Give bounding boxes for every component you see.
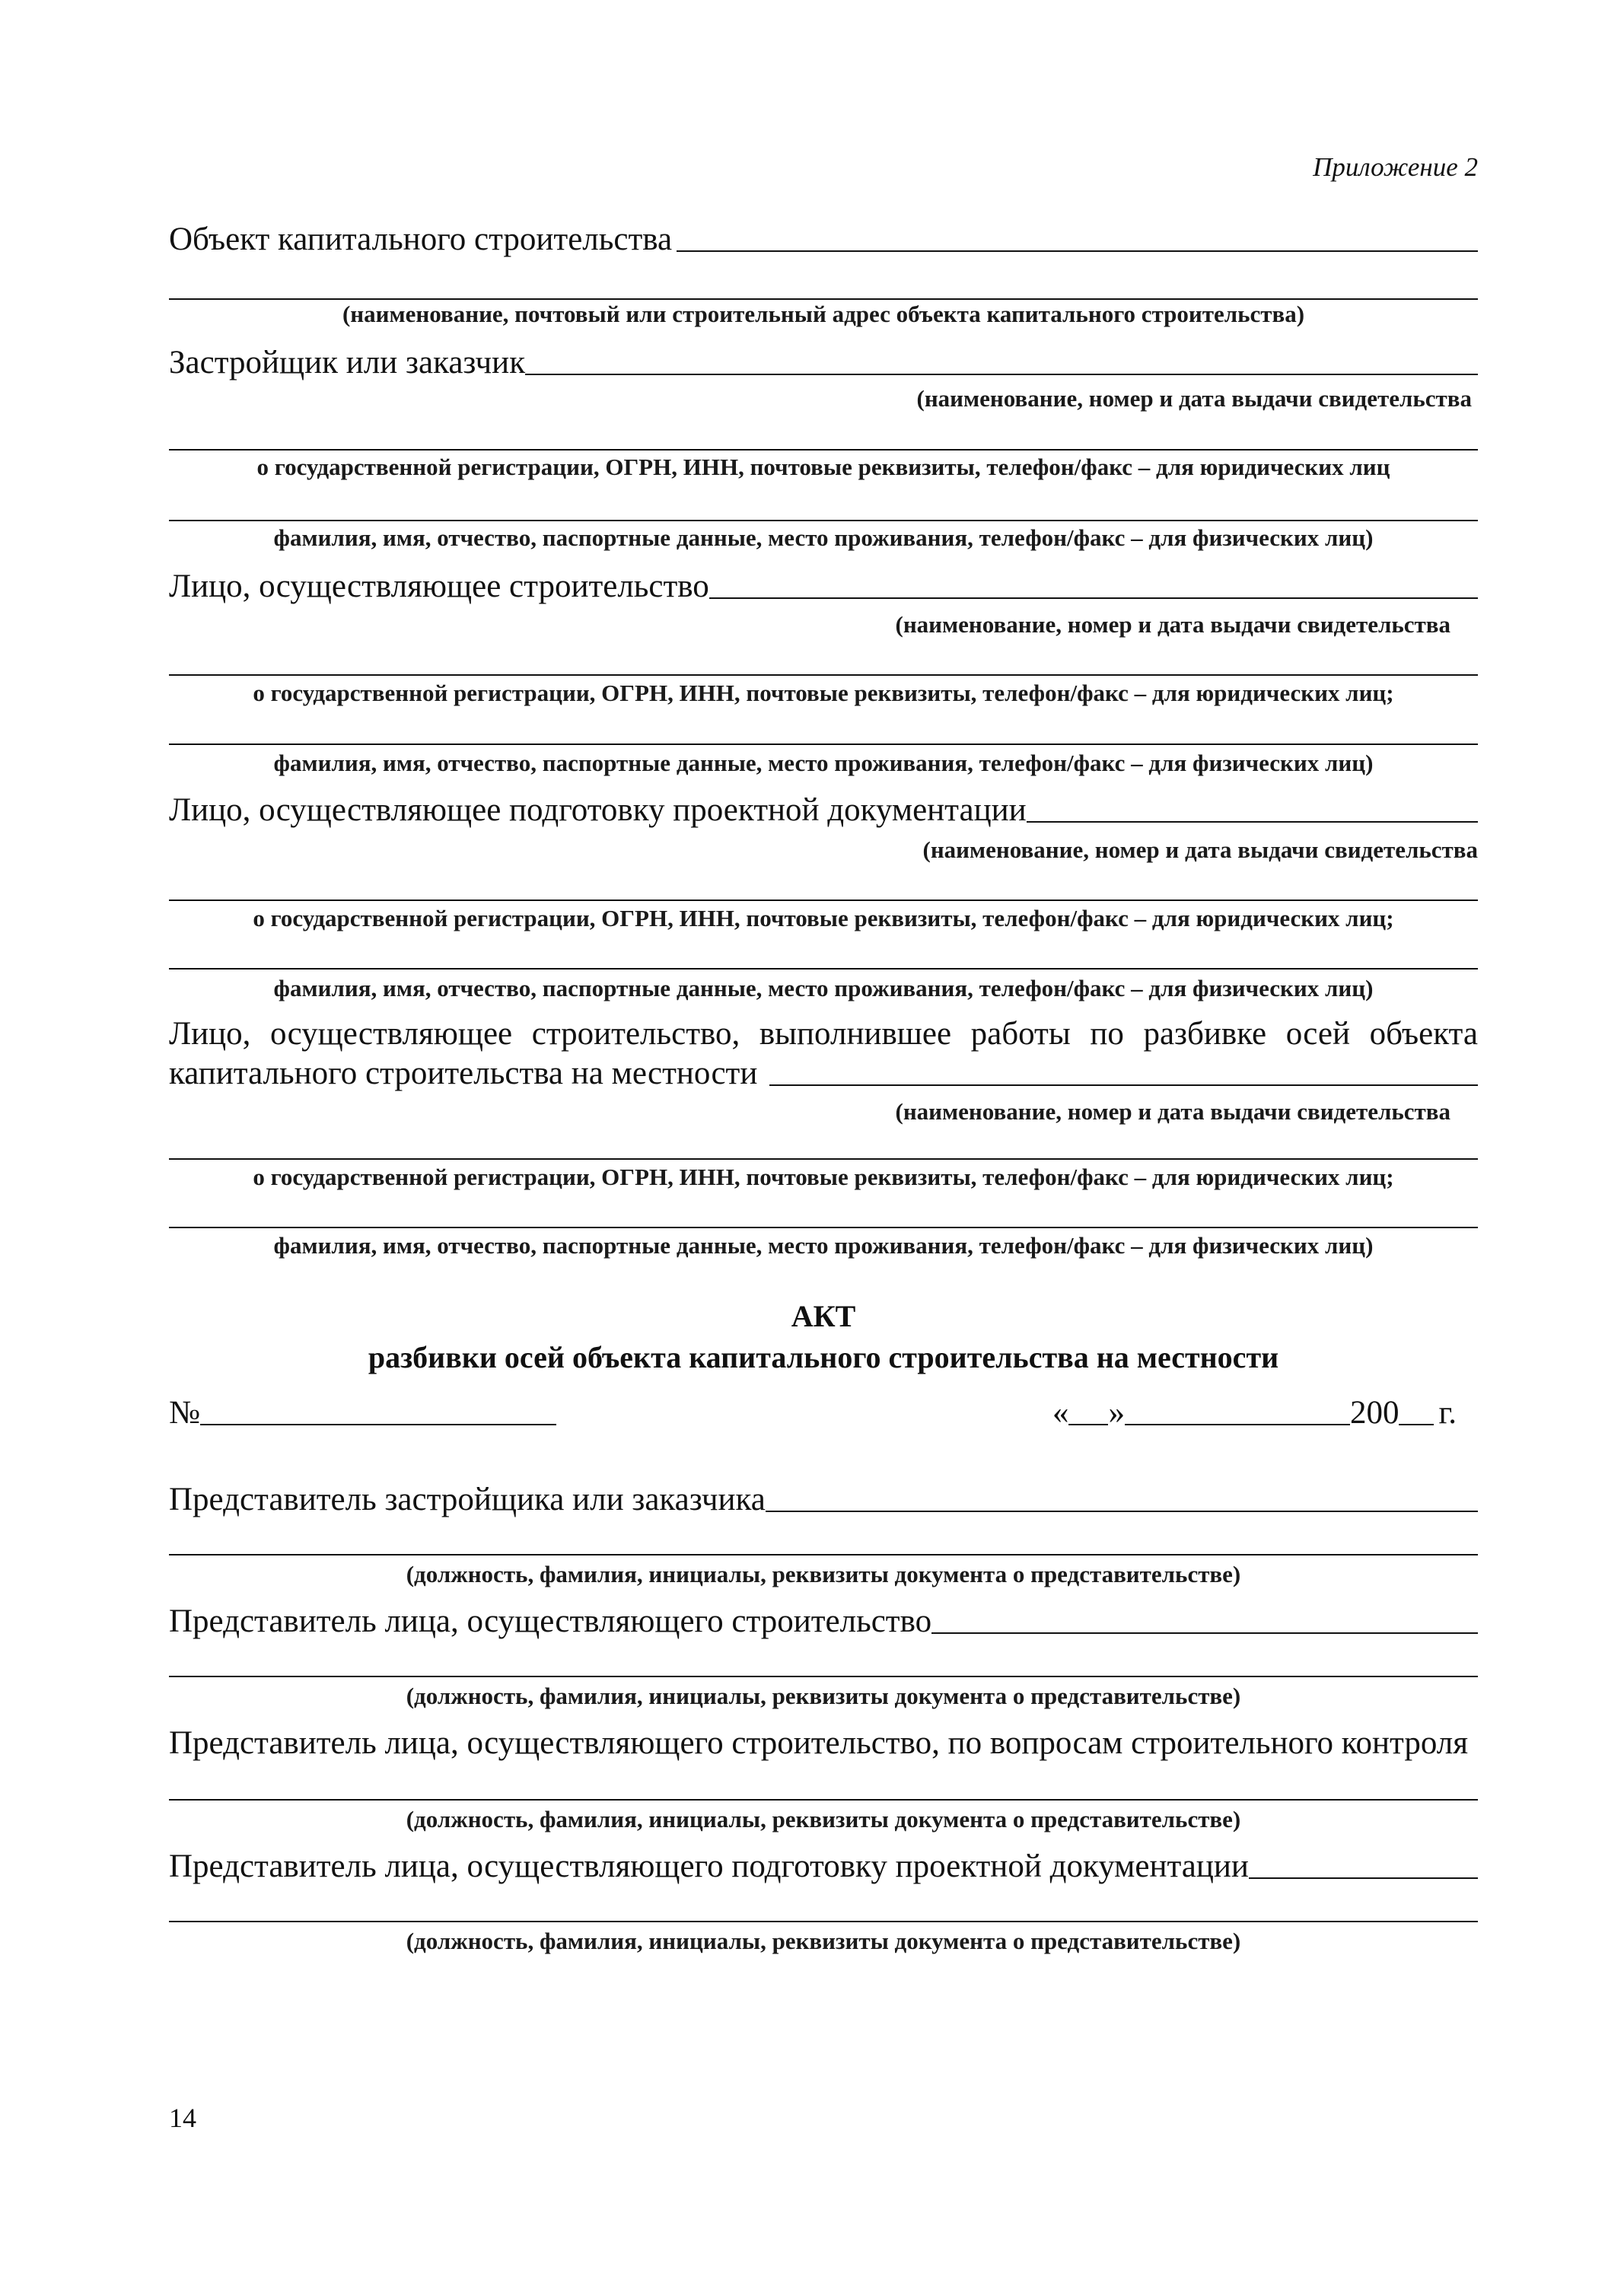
developer-label: Застройщик или заказчик [169,345,526,380]
designer-caption-2: о государственной регистрации, ОГРН, ИНН, почтовые реквизиты, телефон/факс – для юридических лиц; [253,905,1394,931]
representative-caption: (должность, фамилия, инициалы, реквизиты документа о представительстве) [406,1683,1241,1709]
staking-word: по [1090,1016,1124,1052]
staking-field-line-3[interactable] [169,1227,1478,1228]
staking-word: осуществляющее [270,1016,513,1052]
staking-word: строительство, [531,1016,740,1052]
developer-field-line-2[interactable] [169,449,1478,451]
designer-field-line-3[interactable] [169,968,1478,970]
page-number: 14 [169,2103,196,2133]
developer-field[interactable] [525,374,1478,375]
object-label: Объект капитального строительства [169,221,673,257]
representative-label: Представитель лица, осуществляющего строительство, по вопросам строительного контроля [169,1725,1469,1761]
builder-field-line-3[interactable] [169,743,1478,745]
staking-caption-1: (наименование, номер и дата выдачи свидетельства [895,1098,1450,1125]
act-number-field[interactable] [200,1424,556,1425]
designer-caption-1: (наименование, номер и дата выдачи свидетельства [922,836,1478,863]
number-sign: № [169,1395,201,1431]
developer-field-line-3[interactable] [169,520,1478,521]
staking-caption-2: о государственной регистрации, ОГРН, ИНН, почтовые реквизиты, телефон/факс – для юридических лиц; [253,1164,1394,1190]
designer-field-line-2[interactable] [169,900,1478,901]
appendix-label: Приложение 2 [1313,152,1478,182]
representative-field[interactable] [169,1799,1478,1801]
representative-row [169,1848,1478,1885]
staking-word: работы [970,1016,1071,1052]
developer-caption-3: фамилия, имя, отчество, паспортные данные, место проживания, телефон/факс – для физических лиц) [273,524,1374,551]
act-title: АКТ [791,1299,856,1333]
act-subtitle: разбивки осей объекта капитального строительства на местности [368,1340,1279,1374]
representative-label: Представитель лица, осуществляющего подготовку проектной документации [169,1848,1249,1884]
representative-label: Представитель лица, осуществляющего строительство [169,1603,932,1639]
act-number-date-row [169,1394,1478,1431]
object-row [169,221,1478,258]
builder-caption-2: о государственной регистрации, ОГРН, ИНН, почтовые реквизиты, телефон/факс – для юридических лиц; [253,680,1394,706]
representative-field-line-2[interactable] [169,1921,1478,1922]
staking-field[interactable] [769,1084,1478,1086]
representative-field-line-2[interactable] [169,1676,1478,1677]
staking-label-line-1 [169,1015,1478,1052]
representative-field[interactable] [931,1632,1478,1634]
designer-row [169,791,1478,829]
developer-caption-2: о государственной регистрации, ОГРН, ИНН, почтовые реквизиты, телефон/факс – для юридических лиц [256,454,1390,480]
representative-caption: (должность, фамилия, инициалы, реквизиты документа о представительстве) [406,1561,1241,1587]
staking-word: Лицо, [169,1016,251,1052]
builder-row [169,568,1478,605]
staking-caption-3: фамилия, имя, отчество, паспортные данные, место проживания, телефон/факс – для физических лиц) [273,1232,1374,1259]
developer-caption-1: (наименование, номер и дата выдачи свидетельства [916,385,1472,412]
date-month-field[interactable] [1125,1424,1350,1425]
representative-row [169,1481,1478,1518]
representative-label: Представитель застройщика или заказчика [169,1482,766,1517]
representative-caption: (должность, фамилия, инициалы, реквизиты документа о представительстве) [406,1806,1241,1832]
representative-row [169,1603,1478,1640]
year-suffix: г. [1438,1395,1457,1431]
representative-field[interactable] [1249,1877,1478,1879]
representative-caption: (должность, фамилия, инициалы, реквизиты документа о представительстве) [406,1928,1241,1954]
designer-label: Лицо, осуществляющее подготовку проектной документации [169,792,1027,828]
builder-caption-3: фамилия, имя, отчество, паспортные данные, место проживания, телефон/факс – для физических лиц) [273,750,1374,776]
builder-field-line-2[interactable] [169,674,1478,676]
designer-field[interactable] [1027,821,1478,823]
staking-word: объекта [1369,1016,1478,1052]
quote-close: » [1108,1395,1125,1431]
staking-word: разбивке [1143,1016,1267,1052]
date-day-field[interactable] [1068,1424,1108,1425]
developer-row [169,344,1478,381]
object-field[interactable] [677,250,1478,252]
object-caption: (наименование, почтовый или строительный адрес объекта капитального строительства) [342,301,1305,327]
object-field-line-2[interactable] [169,298,1478,300]
staking-word: осей [1285,1016,1350,1052]
builder-field[interactable] [709,597,1478,599]
date-year-field[interactable] [1399,1424,1434,1425]
representative-field[interactable] [766,1511,1478,1512]
builder-caption-1: (наименование, номер и дата выдачи свидетельства [895,611,1450,638]
quote-open: « [1052,1395,1069,1431]
staking-row [169,1055,1478,1092]
year-prefix: 200 [1349,1395,1400,1431]
staking-field-line-2[interactable] [169,1158,1478,1160]
staking-label-line-2: капитального строительства на местности [169,1056,758,1091]
designer-caption-3: фамилия, имя, отчество, паспортные данные, место проживания, телефон/факс – для физических лиц) [273,975,1374,1001]
representative-field-line-2[interactable] [169,1554,1478,1555]
builder-label: Лицо, осуществляющее строительство [169,568,709,604]
staking-word: выполнившее [759,1016,952,1052]
